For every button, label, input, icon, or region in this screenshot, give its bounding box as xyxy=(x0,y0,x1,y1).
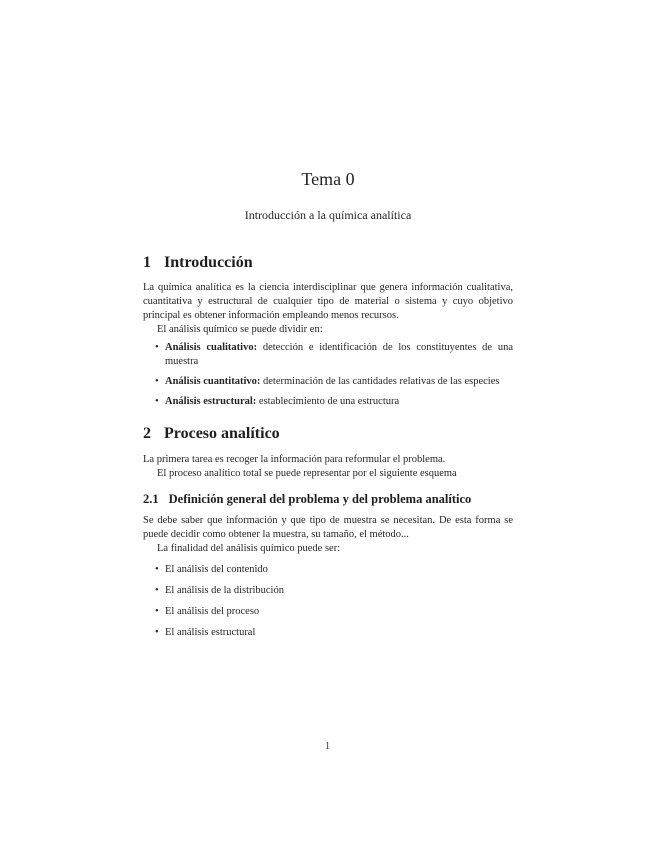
bullet-list xyxy=(143,563,513,640)
list-item xyxy=(155,605,513,619)
paragraph: La química analítica es la ciencia interdisciplinar que genera información cualitativa, cuantitativa y estructural de cualquier tipo de material o sistema y cuyo objetivo principal es obtener información empleando menos recursos. xyxy=(143,282,513,321)
section-number: 1 xyxy=(143,254,151,271)
bullet-term: Análisis cuantitativo: xyxy=(165,376,261,387)
paragraph: El análisis químico se puede dividir en: xyxy=(157,324,323,335)
paragraph: El proceso analítico total se puede representar por el siguiente esquema xyxy=(157,468,457,479)
subsection-heading-2-1 xyxy=(143,492,513,507)
page-content xyxy=(143,0,513,640)
bullet-icon: • xyxy=(155,606,159,617)
bullet-desc: detección e identificación de los constituyentes de una muestra xyxy=(165,342,513,367)
section-heading-2 xyxy=(143,424,513,443)
paragraph: La finalidad del análisis químico puede ser: xyxy=(157,543,341,554)
document-title: Tema 0 xyxy=(301,169,355,189)
bullet-desc: establecimiento de una estructura xyxy=(258,396,400,407)
bullet-text: El análisis de la distribución xyxy=(165,585,284,596)
bullet-icon: • xyxy=(155,342,159,353)
bullet-icon: • xyxy=(155,564,159,575)
paragraph: La primera tarea es recoger la información para reformular el problema. xyxy=(143,454,446,465)
bullet-icon: • xyxy=(155,585,159,596)
bullet-text: El análisis estructural xyxy=(165,627,256,638)
bullet-list xyxy=(143,341,513,409)
section-title: Introducción xyxy=(164,254,253,271)
list-item xyxy=(155,375,513,389)
bullet-icon: • xyxy=(155,396,159,407)
paragraph: Se debe saber que información y que tipo de muestra se necesitan. De esta forma se puede decidir como obtener la muestra, su tamaño, el método... xyxy=(143,515,513,540)
subsection-title: Definición general del problema y del problema analítico xyxy=(168,492,472,506)
section-heading-1 xyxy=(143,253,513,272)
list-item xyxy=(155,563,513,577)
list-item xyxy=(155,626,513,640)
bullet-icon: • xyxy=(155,376,159,387)
page-number: 1 xyxy=(324,740,331,752)
subsection-number: 2.1 xyxy=(143,492,159,506)
bullet-text: El análisis del proceso xyxy=(165,606,260,617)
section-number: 2 xyxy=(143,425,151,442)
section-title: Proceso analítico xyxy=(164,425,280,442)
list-item xyxy=(155,584,513,598)
document-subtitle: Introducción a la química analítica xyxy=(244,208,412,222)
list-item xyxy=(155,341,513,369)
bullet-icon: • xyxy=(155,627,159,638)
bullet-term: Análisis estructural: xyxy=(165,396,257,407)
bullet-text: El análisis del contenido xyxy=(165,564,268,575)
list-item xyxy=(155,395,513,409)
bullet-desc: determinación de las cantidades relativas de las especies xyxy=(263,376,500,387)
bullet-term: Análisis cualitativo: xyxy=(165,342,258,353)
